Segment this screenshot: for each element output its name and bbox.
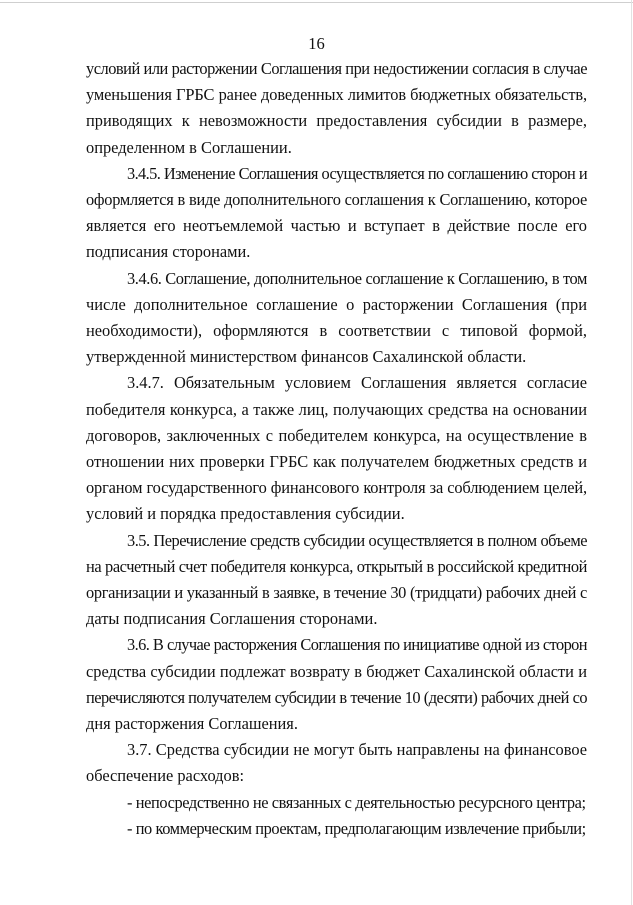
text-line: утвержденной министерством финансов Сахалинской области. <box>86 347 527 367</box>
paragraph-3-4-7 <box>86 370 587 527</box>
paragraph-3-4-5 <box>86 161 587 266</box>
paragraph-3-6 <box>86 632 587 737</box>
paragraph-continuation <box>86 56 587 161</box>
text-line: условий или расторжении Соглашения при недостижении согласия в случае <box>86 59 587 78</box>
text-line: отношении них проверки ГРБС как получателем бюджетных средств и <box>86 452 587 472</box>
list-item <box>86 790 587 816</box>
text-line: победителя конкурса, а также лиц, получающих средства на основании <box>86 399 587 419</box>
paragraph-3-7 <box>86 737 587 789</box>
text-line: оформляется в виде дополнительного соглашения к Соглашению, которое <box>86 190 587 210</box>
text-line: органом государственного финансового контроля за соблюдением целей, <box>86 478 587 498</box>
text-line: приводящих к невозможности предоставления субсидии в размере, <box>86 111 587 131</box>
text-line: договоров, заключенных с победителем конкурса, на осуществление в <box>86 425 587 445</box>
page-number: 16 <box>308 34 325 53</box>
text-line: - по коммерческим проектам, предполагающим извлечение прибыли; <box>127 818 586 838</box>
text-line: - непосредственно не связанных с деятельностью ресурсного центра; <box>127 792 586 812</box>
text-line: даты подписания Соглашения сторонами. <box>86 609 378 629</box>
text-line: организации и указанный в заявке, в течение 30 (тридцати) рабочих дней с <box>86 583 587 603</box>
text-line: 3.4.7. Обязательным условием Соглашения является согласие <box>127 373 587 393</box>
list-item <box>86 816 587 842</box>
page-top-edge <box>0 2 633 3</box>
text-line: условий и порядка предоставления субсидии. <box>86 504 405 524</box>
paragraph-3-5 <box>86 528 587 633</box>
text-line: числе дополнительное соглашение о расторжении Соглашения (при <box>86 294 587 314</box>
text-line: определенном в Соглашении. <box>86 137 292 157</box>
text-line: обеспечение расходов: <box>86 766 244 786</box>
text-line: 3.4.6. Соглашение, дополнительное соглашение к Соглашению, в том <box>127 268 587 288</box>
text-line: 3.5. Перечисление средств субсидии осуществляется в полном объеме <box>127 530 587 550</box>
text-line: 3.6. В случае расторжения Соглашения по инициативе одной из сторон <box>127 635 587 655</box>
text-line: дня расторжения Соглашения. <box>86 714 298 734</box>
text-line: 3.4.5. Изменение Соглашения осуществляется по соглашению сторон и <box>127 163 587 183</box>
text-line: подписания сторонами. <box>86 242 251 262</box>
text-line: перечисляются получателем субсидии в течение 10 (десяти) рабочих дней со <box>86 687 587 707</box>
text-line: 3.7. Средства субсидии не могут быть направлены на финансовое <box>127 740 587 760</box>
paragraph-3-4-6 <box>86 266 587 371</box>
page-right-edge <box>631 0 632 905</box>
text-line: средства субсидии подлежат возврату в бюджет Сахалинской области и <box>86 661 587 681</box>
text-line: уменьшения ГРБС ранее доведенных лимитов бюджетных обязательств, <box>86 85 587 105</box>
document-body <box>86 56 587 842</box>
text-line: является его неотъемлемой частью и вступает в действие после его <box>86 216 587 236</box>
text-line: на расчетный счет победителя конкурса, открытый в российской кредитной <box>86 556 587 576</box>
text-line: необходимости), оформляются в соответствии с типовой формой, <box>86 321 587 341</box>
